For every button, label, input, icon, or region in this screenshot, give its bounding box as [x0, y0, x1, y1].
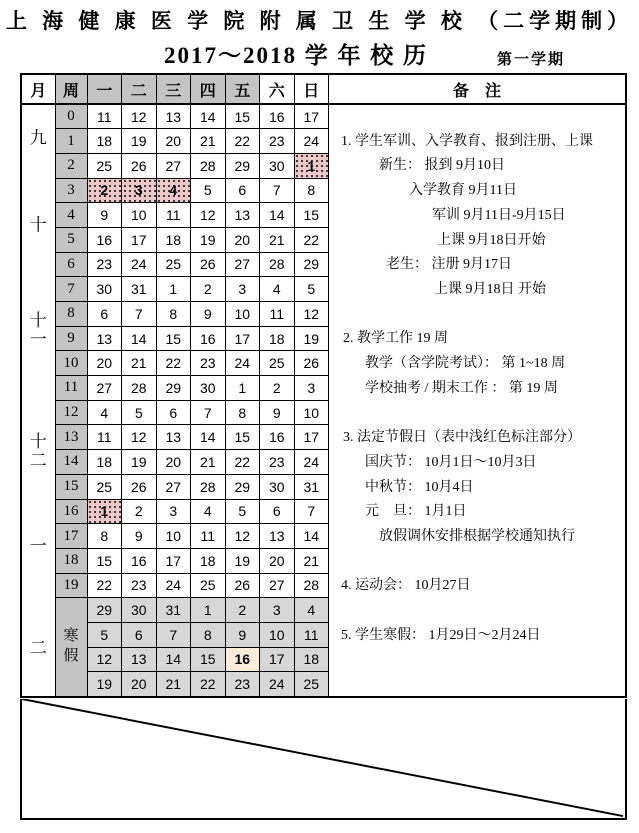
day-cell: 1 — [225, 376, 260, 401]
day-cell: 13 — [87, 326, 122, 351]
day-cell: 5 — [191, 178, 226, 203]
day-cell: 13 — [156, 425, 191, 450]
week-number-cell: 0 — [55, 104, 87, 129]
day-cell: 19 — [294, 326, 329, 351]
day-cell: 9 — [191, 302, 226, 327]
diagonal-line — [22, 699, 625, 818]
day-cell: 12 — [191, 203, 226, 228]
day-cell: 16 — [225, 647, 260, 672]
month-label: 十 一 — [29, 310, 47, 349]
day-cell: 14 — [122, 326, 157, 351]
day-cell: 19 — [191, 227, 226, 252]
day-cell: 22 — [294, 227, 329, 252]
note-line: 军训 9月11日-9月15日 — [432, 207, 566, 223]
day-cell: 27 — [156, 474, 191, 499]
day-cell: 18 — [294, 647, 329, 672]
day-cell: 10 — [156, 524, 191, 549]
day-cell: 21 — [294, 548, 329, 573]
column-header: 三 — [156, 74, 191, 104]
note-line: 2. 教学工作 19 周 — [343, 331, 448, 347]
column-header: 六 — [260, 74, 295, 104]
day-cell: 8 — [294, 178, 329, 203]
day-cell: 31 — [156, 598, 191, 623]
day-cell: 25 — [87, 153, 122, 178]
day-cell: 9 — [87, 203, 122, 228]
day-cell: 13 — [260, 524, 295, 549]
day-cell: 7 — [191, 400, 226, 425]
day-cell: 22 — [191, 672, 226, 697]
day-cell: 9 — [260, 400, 295, 425]
note-line: 1. 学生军训、入学教育、报到注册、上课 — [341, 133, 593, 149]
day-cell: 18 — [191, 548, 226, 573]
day-cell: 23 — [122, 573, 157, 598]
day-cell: 16 — [260, 425, 295, 450]
day-cell: 17 — [156, 548, 191, 573]
column-header: 备 注 — [329, 74, 627, 104]
day-cell: 20 — [156, 450, 191, 475]
day-cell: 28 — [122, 376, 157, 401]
day-cell: 12 — [122, 104, 157, 129]
day-cell: 2 — [191, 277, 226, 302]
calendar-header-row — [21, 74, 626, 104]
day-cell: 30 — [122, 598, 157, 623]
day-cell: 10 — [260, 622, 295, 647]
day-cell: 23 — [260, 129, 295, 154]
day-cell: 22 — [87, 573, 122, 598]
week-number-cell: 9 — [55, 326, 87, 351]
day-cell: 10 — [225, 302, 260, 327]
day-cell: 9 — [122, 524, 157, 549]
note-line: 上课 9月18日开始 — [437, 232, 546, 248]
day-cell: 26 — [122, 153, 157, 178]
note-line: 国庆节： 10月1日～10月3日 — [365, 454, 537, 470]
day-cell: 8 — [156, 302, 191, 327]
day-cell: 2 — [87, 178, 122, 203]
day-cell: 27 — [225, 252, 260, 277]
day-cell: 14 — [294, 524, 329, 549]
day-cell: 11 — [87, 104, 122, 129]
day-cell: 3 — [294, 376, 329, 401]
day-cell: 15 — [191, 647, 226, 672]
day-cell: 29 — [87, 598, 122, 623]
day-cell: 16 — [122, 548, 157, 573]
day-cell: 11 — [156, 203, 191, 228]
day-cell: 13 — [122, 647, 157, 672]
note-line: 3. 法定节假日（表中浅红色标注部分） — [343, 430, 581, 446]
day-cell: 29 — [156, 376, 191, 401]
week-number-cell: 6 — [55, 252, 87, 277]
note-line: 老生： 注册 9月17日 — [386, 257, 512, 273]
day-cell: 4 — [191, 499, 226, 524]
day-cell: 18 — [156, 227, 191, 252]
day-cell: 12 — [87, 647, 122, 672]
day-cell: 25 — [260, 351, 295, 376]
week-number-cell: 2 — [55, 153, 87, 178]
week-number-cell: 5 — [55, 227, 87, 252]
column-header: 周 — [55, 74, 87, 104]
day-cell: 12 — [294, 302, 329, 327]
week-number-cell: 14 — [55, 450, 87, 475]
note-line: 学校抽考 / 期末工作 ： 第 19 周 — [365, 380, 558, 396]
day-cell: 10 — [294, 400, 329, 425]
day-cell: 22 — [225, 129, 260, 154]
day-cell: 24 — [225, 351, 260, 376]
week-number-cell: 13 — [55, 425, 87, 450]
day-cell: 24 — [260, 672, 295, 697]
day-cell: 8 — [87, 524, 122, 549]
day-cell: 14 — [260, 203, 295, 228]
day-cell: 23 — [87, 252, 122, 277]
column-header: 月 — [21, 74, 55, 104]
day-cell: 14 — [191, 104, 226, 129]
day-cell: 17 — [294, 104, 329, 129]
day-cell: 22 — [225, 450, 260, 475]
note-line: 放假调休安排根据学校通知执行 — [379, 528, 575, 544]
day-cell: 24 — [294, 450, 329, 475]
day-cell: 16 — [87, 227, 122, 252]
week-number-cell: 8 — [55, 302, 87, 327]
day-cell: 23 — [191, 351, 226, 376]
day-cell: 7 — [156, 622, 191, 647]
day-cell: 26 — [294, 351, 329, 376]
day-cell: 1 — [156, 277, 191, 302]
day-cell: 16 — [260, 104, 295, 129]
day-cell: 21 — [156, 672, 191, 697]
week-number-cell: 4 — [55, 203, 87, 228]
day-cell: 26 — [191, 252, 226, 277]
day-cell: 28 — [191, 153, 226, 178]
note-line: 4. 运动会： 10月27日 — [341, 578, 471, 594]
day-cell: 15 — [87, 548, 122, 573]
day-cell: 28 — [294, 573, 329, 598]
winter-vacation-label: 寒 假 — [55, 598, 87, 697]
day-cell: 5 — [87, 622, 122, 647]
day-cell: 27 — [260, 573, 295, 598]
day-cell: 7 — [294, 499, 329, 524]
day-cell: 30 — [87, 277, 122, 302]
day-cell: 11 — [260, 302, 295, 327]
week-number-cell: 3 — [55, 178, 87, 203]
day-cell: 20 — [156, 129, 191, 154]
day-cell: 22 — [156, 351, 191, 376]
day-cell: 17 — [225, 326, 260, 351]
day-cell: 24 — [122, 252, 157, 277]
column-header: 二 — [122, 74, 157, 104]
day-cell: 11 — [87, 425, 122, 450]
note-line: 元 旦： 1月1日 — [365, 504, 467, 520]
day-cell: 3 — [122, 178, 157, 203]
day-cell: 20 — [87, 351, 122, 376]
day-cell: 17 — [294, 425, 329, 450]
day-cell: 26 — [225, 573, 260, 598]
day-cell: 15 — [225, 425, 260, 450]
day-cell: 31 — [294, 474, 329, 499]
day-cell: 5 — [225, 499, 260, 524]
day-cell: 3 — [260, 598, 295, 623]
day-cell: 11 — [294, 622, 329, 647]
day-cell: 7 — [260, 178, 295, 203]
day-cell: 18 — [260, 326, 295, 351]
day-cell: 25 — [294, 672, 329, 697]
note-line: 上课 9月18日 开始 — [434, 281, 546, 297]
day-cell: 21 — [191, 129, 226, 154]
day-cell: 5 — [122, 400, 157, 425]
day-cell: 1 — [191, 598, 226, 623]
column-header: 日 — [294, 74, 329, 104]
month-column — [21, 104, 55, 697]
day-cell: 11 — [191, 524, 226, 549]
week-number-cell: 11 — [55, 376, 87, 401]
day-cell: 5 — [294, 277, 329, 302]
note-line: 入学教育 9月11日 — [409, 183, 517, 199]
day-cell: 10 — [122, 203, 157, 228]
day-cell: 28 — [191, 474, 226, 499]
note-line: 5. 学生寒假： 1月29日～2月24日 — [341, 627, 541, 643]
day-cell: 17 — [260, 647, 295, 672]
week-number-cell: 17 — [55, 524, 87, 549]
day-cell: 2 — [122, 499, 157, 524]
day-cell: 4 — [87, 400, 122, 425]
week-number-cell: 7 — [55, 277, 87, 302]
week-number-cell: 10 — [55, 351, 87, 376]
column-header: 四 — [191, 74, 226, 104]
day-cell: 28 — [260, 252, 295, 277]
day-cell: 4 — [260, 277, 295, 302]
day-cell: 27 — [156, 153, 191, 178]
day-cell: 3 — [225, 277, 260, 302]
day-cell: 6 — [87, 302, 122, 327]
day-cell: 19 — [225, 548, 260, 573]
note-line: 新生： 报到 9月10日 — [379, 158, 505, 174]
day-cell: 15 — [294, 203, 329, 228]
day-cell: 21 — [191, 450, 226, 475]
day-cell: 25 — [156, 252, 191, 277]
day-cell: 3 — [156, 499, 191, 524]
day-cell: 12 — [122, 425, 157, 450]
month-label: 十 二 — [29, 431, 47, 470]
notes-column — [329, 104, 627, 697]
day-cell: 20 — [225, 227, 260, 252]
day-cell: 18 — [87, 129, 122, 154]
note-line: 中秋节： 10月4日 — [365, 479, 474, 495]
day-cell: 1 — [87, 499, 122, 524]
school-calendar-table — [20, 73, 627, 698]
day-cell: 9 — [225, 622, 260, 647]
day-cell: 6 — [156, 400, 191, 425]
day-cell: 21 — [260, 227, 295, 252]
day-cell: 20 — [122, 672, 157, 697]
day-cell: 25 — [87, 474, 122, 499]
empty-diagonal-section — [20, 699, 627, 820]
day-cell: 25 — [191, 573, 226, 598]
day-cell: 2 — [225, 598, 260, 623]
day-cell: 7 — [122, 302, 157, 327]
day-cell: 19 — [122, 450, 157, 475]
day-cell: 31 — [122, 277, 157, 302]
semester-label: 第一学期 — [497, 52, 566, 68]
day-cell: 20 — [260, 548, 295, 573]
day-cell: 16 — [191, 326, 226, 351]
month-label: 二 — [29, 638, 47, 658]
week-number-cell: 18 — [55, 548, 87, 573]
day-cell: 2 — [260, 376, 295, 401]
day-cell: 12 — [225, 524, 260, 549]
day-cell: 15 — [225, 104, 260, 129]
day-cell: 14 — [156, 647, 191, 672]
day-cell: 6 — [225, 178, 260, 203]
column-header: 一 — [87, 74, 122, 104]
column-header: 五 — [225, 74, 260, 104]
school-title: 上 海 健 康 医 学 院 附 属 卫 生 学 校 （二学期制） — [5, 9, 634, 33]
day-cell: 8 — [191, 622, 226, 647]
day-cell: 13 — [225, 203, 260, 228]
day-cell: 6 — [122, 622, 157, 647]
day-cell: 26 — [122, 474, 157, 499]
day-cell: 30 — [260, 474, 295, 499]
day-cell: 13 — [156, 104, 191, 129]
day-cell: 29 — [294, 252, 329, 277]
month-label: 十 — [29, 215, 47, 235]
day-cell: 1 — [294, 153, 329, 178]
calendar-week-row — [21, 104, 626, 129]
day-cell: 17 — [122, 227, 157, 252]
day-cell: 29 — [225, 153, 260, 178]
day-cell: 27 — [87, 376, 122, 401]
day-cell: 18 — [87, 450, 122, 475]
day-cell: 15 — [156, 326, 191, 351]
day-cell: 29 — [225, 474, 260, 499]
day-cell: 24 — [294, 129, 329, 154]
day-cell: 23 — [260, 450, 295, 475]
day-cell: 4 — [294, 598, 329, 623]
day-cell: 4 — [156, 178, 191, 203]
week-number-cell: 12 — [55, 400, 87, 425]
month-label: 一 — [29, 536, 47, 556]
month-label: 九 — [29, 128, 47, 148]
day-cell: 30 — [191, 376, 226, 401]
week-number-cell: 1 — [55, 129, 87, 154]
day-cell: 14 — [191, 425, 226, 450]
week-number-cell: 15 — [55, 474, 87, 499]
day-cell: 24 — [156, 573, 191, 598]
day-cell: 19 — [87, 672, 122, 697]
calendar-title: 2017～2018 学 年 校 历 — [164, 43, 428, 68]
day-cell: 23 — [225, 672, 260, 697]
day-cell: 6 — [260, 499, 295, 524]
note-line: 教学（含学院考试）： 第 1~18 周 — [365, 356, 566, 371]
day-cell: 21 — [122, 351, 157, 376]
week-number-cell: 16 — [55, 499, 87, 524]
day-cell: 30 — [260, 153, 295, 178]
day-cell: 8 — [225, 400, 260, 425]
day-cell: 19 — [122, 129, 157, 154]
week-number-cell: 19 — [55, 573, 87, 598]
